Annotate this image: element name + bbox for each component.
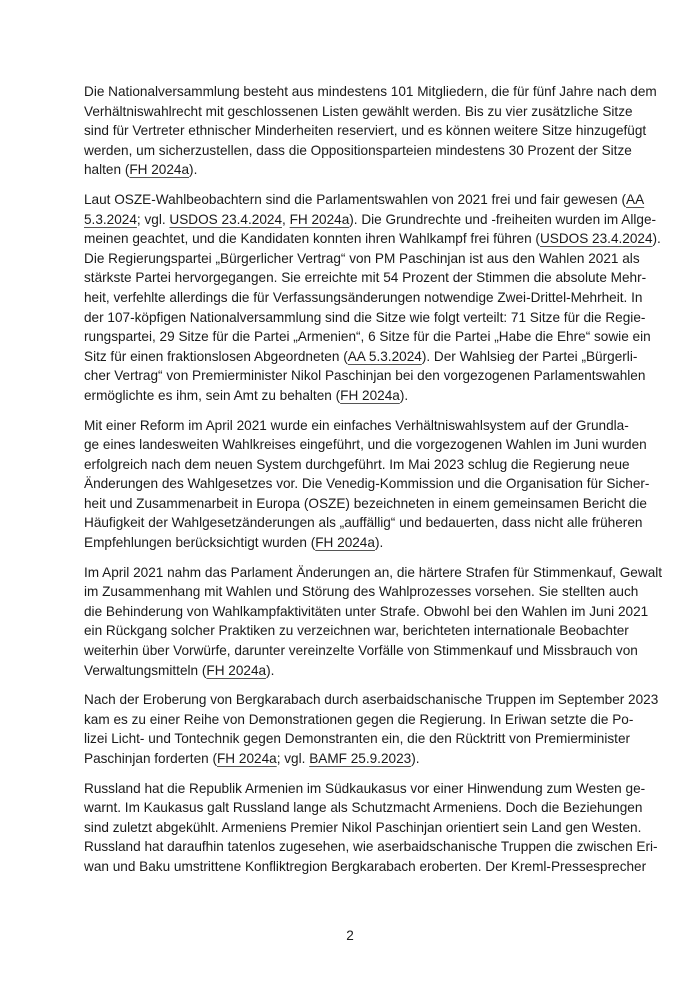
text-line bbox=[84, 455, 630, 475]
text-line bbox=[84, 210, 657, 230]
text-segment: kam es zu einer Reihe von Demonstrationen gegen die Regierung. In Eriwan setzte die Po- bbox=[84, 711, 634, 727]
text-segment: Im April 2021 nahm das Parlament Änderungen an, die härtere Strafen für Stimmenkauf, Gewalt bbox=[84, 564, 663, 580]
text-segment: ermöglichte es ihm, sein Amt zu behalten ( bbox=[84, 387, 341, 403]
source-reference-link[interactable]: FH 2024a bbox=[315, 535, 375, 551]
text-segment: Mit einer Reform im April 2021 wurde ein einfaches Verhältniswahlsystem auf der Grundla- bbox=[84, 417, 629, 433]
text-segment: weiterhin über Vorwürfe, darunter vereinzelte Vorfälle von Stimmenkauf und Missbrauch von bbox=[84, 643, 638, 659]
text-segment: erfolgreich nach dem neuen System durchgeführt. Im Mai 2023 schlug die Regierung neue bbox=[84, 456, 630, 472]
source-reference-link[interactable]: FH 2024a bbox=[206, 662, 267, 678]
text-line bbox=[84, 190, 645, 210]
text-segment: im Zusammenhang mit Wahlen und Störung des Wahlprozesses vorsehen. Sie stellten auch bbox=[84, 584, 639, 600]
text-line bbox=[84, 513, 643, 533]
text-line bbox=[84, 102, 633, 122]
paragraph bbox=[84, 690, 659, 768]
source-reference-link[interactable]: USDOS 23.4.2024 bbox=[169, 211, 282, 227]
text-line bbox=[84, 533, 617, 553]
text-line bbox=[84, 602, 649, 622]
text-segment: heit und Zusammenarbeit in Europa (OSZE) bezeichneten in einem gemeinsamen Bericht die bbox=[84, 495, 647, 511]
text-line bbox=[84, 749, 617, 769]
text-segment: halten ( bbox=[84, 162, 130, 178]
text-segment: ). Die Grundrechte und -freiheiten wurden im Allge- bbox=[349, 211, 657, 227]
text-segment: Die Regierungspartei „Bürgerlicher Vertrag“ von PM Paschinjan ist aus den Wahlen 2021 als bbox=[84, 250, 640, 266]
text-segment: lizei Licht- und Tontechnik gegen Demonstranten ein, die den Rücktritt von Premierminister bbox=[84, 731, 631, 747]
text-segment: Sitz für einen fraktionslosen Abgeordneten ( bbox=[84, 348, 348, 364]
source-reference-link[interactable]: FH 2024a bbox=[129, 162, 190, 178]
text-line bbox=[84, 779, 646, 799]
text-segment: wan und Baku umstrittene Konfliktregion Bergkarabach eroberten. Der Kreml-Pressesprecher bbox=[84, 858, 647, 874]
text-line bbox=[84, 347, 638, 367]
text-segment: Russland hat die Republik Armenien im Südkaukasus vor einer Hinwendung zum Westen ge- bbox=[84, 780, 646, 796]
text-segment: Änderungen des Wahlgesetzes vor. Die Venedig-Kommission und die Organisation für Sicher- bbox=[84, 476, 650, 492]
text-line bbox=[84, 661, 617, 681]
text-segment: Die Nationalversammlung besteht aus mindestens 101 Mitgliedern, die für fünf Jahre nach dem bbox=[84, 84, 657, 99]
paragraph bbox=[84, 779, 658, 877]
text-line bbox=[84, 327, 651, 347]
text-line bbox=[84, 837, 658, 857]
paragraph bbox=[84, 416, 650, 553]
text-segment: Verwaltungsmitteln ( bbox=[84, 662, 207, 678]
text-segment: ). bbox=[266, 662, 275, 678]
text-line bbox=[84, 563, 663, 583]
text-line bbox=[84, 229, 661, 249]
text-segment: ; vgl. bbox=[276, 751, 310, 766]
text-segment: ). bbox=[411, 751, 420, 766]
text-segment: ). bbox=[652, 231, 661, 247]
paragraph bbox=[84, 563, 663, 681]
paragraph bbox=[84, 82, 657, 180]
text-segment: ). bbox=[374, 535, 384, 551]
text-segment: werden, um sicherzustellen, dass die Oppositionsparteien mindestens 30 Prozent der Sitze bbox=[84, 142, 632, 158]
text-segment: Häufigkeit der Wahlgesetzänderungen als „auffällig“ und bedauerten, dass nicht alle früheren bbox=[84, 515, 643, 531]
source-reference-link[interactable]: FH 2024a bbox=[217, 751, 277, 766]
text-line bbox=[84, 621, 629, 641]
source-reference-link[interactable]: AA 5.3.2024 bbox=[347, 348, 422, 364]
text-segment: ge eines landesweiten Wahlkreises eingeführt, und die vorgezogenen Wahlen im Juni wurden bbox=[84, 437, 647, 453]
text-line bbox=[84, 857, 647, 877]
document-body bbox=[84, 82, 663, 887]
text-line bbox=[84, 160, 617, 180]
text-segment: meinen geachtet, und die Kandidaten konnten ihren Wahlkampf frei führen ( bbox=[84, 231, 540, 247]
paragraph bbox=[84, 190, 661, 406]
text-line bbox=[84, 416, 629, 436]
text-segment: Empfehlungen berücksichtigt wurden ( bbox=[84, 535, 316, 551]
text-segment: ein Rückgang solcher Praktiken zu verzeichnen war, berichteten internationale Beobachter bbox=[84, 623, 629, 639]
text-segment: Laut OSZE-Wahlbeobachtern sind die Parlamentswahlen von 2021 frei und fair gewesen ( bbox=[84, 191, 627, 207]
source-reference-link[interactable]: 5.3.2024 bbox=[84, 211, 137, 227]
text-line bbox=[84, 690, 659, 710]
text-line bbox=[84, 798, 643, 818]
text-line bbox=[84, 641, 638, 661]
text-segment: ). Der Wahlsieg der Partei „Bürgerli- bbox=[421, 348, 638, 364]
text-line bbox=[84, 729, 631, 749]
text-line bbox=[84, 435, 647, 455]
text-line bbox=[84, 494, 647, 514]
text-segment: rungspartei, 29 Sitze für die Partei „Armenien“, 6 Sitze für die Partei „Habe die Ehre“ sowie ein bbox=[84, 329, 651, 345]
text-line bbox=[84, 288, 643, 308]
text-line bbox=[84, 386, 617, 406]
text-segment: heit, verfehlte allerdings die für Verfassungsänderungen notwendige Zwei-Drittel-Mehrheit. In bbox=[84, 289, 643, 305]
source-reference-link[interactable]: FH 2024a bbox=[340, 387, 400, 403]
text-line bbox=[84, 121, 647, 141]
source-reference-link[interactable]: AA bbox=[626, 191, 645, 207]
text-segment: warnt. Im Kaukasus galt Russland lange als Schutzmacht Armeniens. Doch die Beziehungen bbox=[84, 800, 643, 816]
text-line bbox=[84, 818, 642, 838]
text-line bbox=[84, 474, 650, 494]
text-segment: Russland hat daraufhin tatenlos zugesehen, wie aserbaidschanische Truppen die zwischen Eri- bbox=[84, 839, 658, 855]
text-segment: Nach der Eroberung von Bergkarabach durch aserbaidschanische Truppen im September 2023 bbox=[84, 692, 659, 708]
text-segment: Paschinjan forderten ( bbox=[84, 751, 217, 766]
text-segment: die Behinderung von Wahlkampfaktivitäten unter Strafe. Obwohl bei den Wahlen im Juni 2021 bbox=[84, 603, 649, 619]
text-line bbox=[84, 582, 639, 602]
source-reference-link[interactable]: FH 2024a bbox=[289, 211, 350, 227]
text-line bbox=[84, 366, 646, 386]
text-segment: der 107-köpfigen Nationalversammlung sind die Sitze wie folgt verteilt: 71 Sitze für die Regie- bbox=[84, 309, 646, 325]
text-segment: sind für Vertreter ethnischer Minderheiten reserviert, und es können weitere Sitze hinzugefügt bbox=[84, 123, 647, 139]
text-segment: ). bbox=[189, 162, 198, 178]
text-line bbox=[84, 710, 634, 730]
source-reference-link[interactable]: BAMF 25.9.2023 bbox=[309, 751, 412, 766]
text-segment: stärkste Partei hervorgegangen. Sie erreichte mit 54 Prozent der Stimmen die absolute Mehr- bbox=[84, 270, 647, 286]
text-line bbox=[84, 141, 632, 161]
text-segment: sind zuletzt abgekühlt. Armeniens Premier Nikol Paschinjan orientiert sein Land gen Westen. bbox=[84, 819, 642, 835]
text-line bbox=[84, 82, 657, 102]
text-segment: Verhältniswahlrecht mit geschlossenen Listen gewählt werden. Bis zu vier zusätzliche Sitze bbox=[84, 103, 633, 119]
text-segment: cher Vertrag“ von Premierminister Nikol Paschinjan bei den vorgezogenen Parlamentswahlen bbox=[84, 368, 646, 384]
page-number: 2 bbox=[346, 928, 354, 943]
text-segment: ; vgl. bbox=[136, 211, 170, 227]
source-reference-link[interactable]: USDOS 23.4.2024 bbox=[539, 231, 653, 247]
text-line bbox=[84, 268, 647, 288]
text-line bbox=[84, 308, 646, 328]
text-segment: ). bbox=[399, 387, 409, 403]
text-line bbox=[84, 249, 640, 269]
text-segment: , bbox=[282, 211, 290, 227]
